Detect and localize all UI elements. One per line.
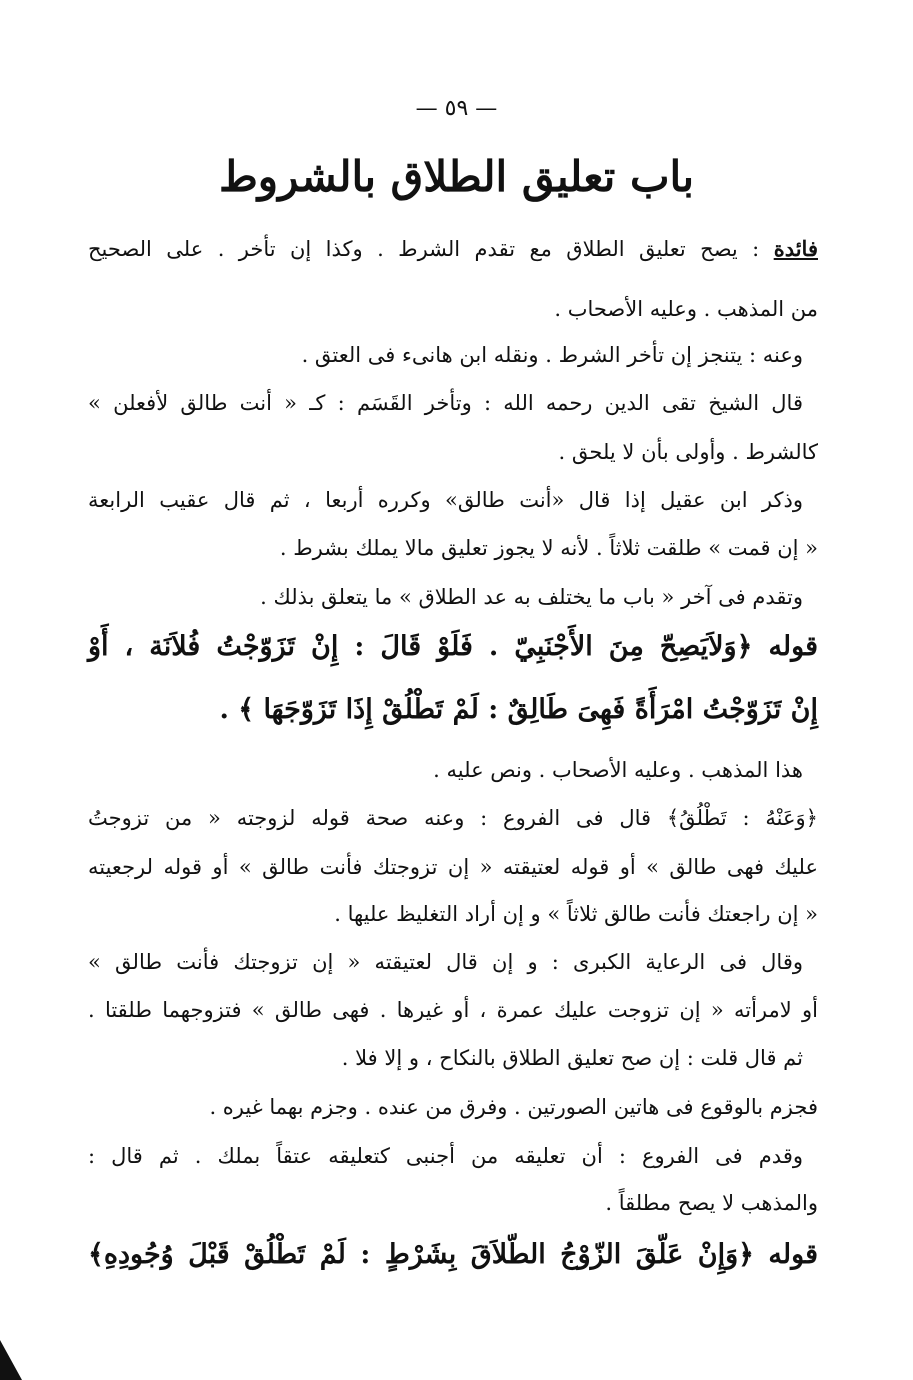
text-line-1: فائدة : يصح تعليق الطلاق مع تقدم الشرط . وكذا إن تأخر . على الصحيح bbox=[88, 236, 818, 261]
text-line-16: أو لامرأته « إن تزوجت عليك عمرة ، أو غيرها . فهى طالق » فتزوجهما طلقتا . bbox=[88, 998, 818, 1022]
text-line-21: قوله ﴿وَإِنْ عَلّقَ الزّوْجُ الطّلاَقَ بِشَرْطٍ : لَمْ تَطْلُقْ قَبْلَ وُجُودِهِ﴾ bbox=[88, 1239, 818, 1270]
corner-mark bbox=[0, 1340, 22, 1380]
text-line-20: والمذهب لا يصح مطلقاً . bbox=[605, 1191, 818, 1215]
text-line-4: قال الشيخ تقى الدين رحمه الله : وتأخر القَسَم : كـ « أنت طالق لأفعلن » bbox=[88, 391, 803, 415]
text-line-14: « إن راجعتك فأنت طالق ثلاثاً » و إن أراد التغليظ عليها . bbox=[334, 902, 818, 926]
text-line-15: وقال فى الرعاية الكبرى : و إن قال لعتيقته « إن تزوجتك فأنت طالق » bbox=[88, 950, 803, 974]
text-line-19: وقدم فى الفروع : أن تعليقه من أجنبى كتعليقه عتقاً بملك . ثم قال : bbox=[88, 1144, 803, 1168]
text-line-6: وذكر ابن عقيل إذا قال «أنت طالق» وكرره أربعا ، ثم قال عقيب الرابعة bbox=[88, 488, 803, 512]
text-line-2: من المذهب . وعليه الأصحاب . bbox=[554, 297, 818, 321]
text-line-5: كالشرط . وأولى بأن لا يلحق . bbox=[558, 440, 818, 464]
text-line-10: إِنْ تَزَوّجْتُ امْرَأَةً فَهِىَ طَالِقٌ : لَمْ تَطْلُقْ إِذَا تَزَوّجَهَا ﴾ . bbox=[219, 694, 818, 725]
text-line-9: قوله ﴿وَلاَيَصِحّ مِنَ الأَجْنَبِيّ . فَلَوْ قَالَ : إِنْ تَزَوّجْتُ فُلاَنَة ، أَوْ bbox=[88, 631, 818, 662]
text-line-8: وتقدم فى آخر « باب ما يختلف به عد الطلاق » ما يتعلق بذلك . bbox=[260, 585, 803, 609]
text-line-13: عليك فهى طالق » أو قوله لعتيقته « إن تزوجتك فأنت طالق » أو قوله لرجعيته bbox=[88, 855, 818, 879]
fayda-label: فائدة bbox=[773, 236, 818, 261]
text-line-3: وعنه : يتنجز إن تأخر الشرط . ونقله ابن هانىء فى العتق . bbox=[301, 343, 803, 367]
chapter-title: باب تعليق الطلاق بالشروط bbox=[218, 152, 695, 201]
text-line-11: هذا المذهب . وعليه الأصحاب . ونص عليه . bbox=[433, 758, 803, 782]
page-number: — ٥٩ — bbox=[415, 96, 498, 121]
text-line-12: ﴿وَعَنْهُ : تَطْلُقُ﴾ قال فى الفروع : وعنه صحة قوله لزوجته « من تزوجتُ bbox=[88, 806, 818, 830]
text-line-7: « إن قمت » طلقت ثلاثاً . لأنه لا يجوز تعليق مالا يملك بشرط . bbox=[279, 536, 818, 560]
text-line-17: ثم قال قلت : إن صح تعليق الطلاق بالنكاح ، و إلا فلا . bbox=[341, 1046, 803, 1070]
text-line-18: فجزم بالوقوع فى هاتين الصورتين . وفرق من عنده . وجزم بهما غيره . bbox=[209, 1095, 818, 1119]
